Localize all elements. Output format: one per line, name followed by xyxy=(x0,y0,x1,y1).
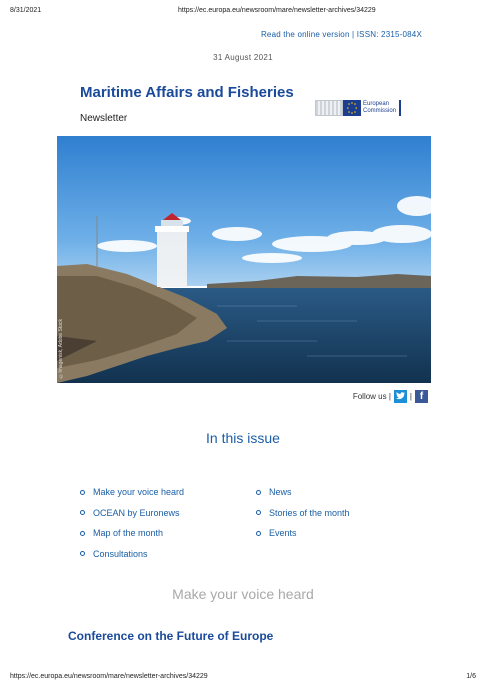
bullet-icon xyxy=(256,510,261,515)
print-date: 8/31/2021 xyxy=(10,7,42,14)
read-online-link[interactable]: Read the online version | ISSN: 2315-084X xyxy=(260,30,422,39)
bullet-icon xyxy=(80,551,85,556)
follow-separator: | xyxy=(409,391,412,401)
bullet-icon xyxy=(80,531,85,536)
issue-date: 31 August 2021 xyxy=(213,53,273,62)
toc-left xyxy=(80,482,184,564)
eu-flag-icon xyxy=(343,100,361,116)
newsletter-title: Maritime Affairs and Fisheries xyxy=(80,84,294,101)
bullet-icon xyxy=(256,531,261,536)
photo-credit: ©Imagenisk, Adobe Stock xyxy=(58,319,64,379)
hero-image xyxy=(57,136,431,383)
toc-right xyxy=(256,482,350,544)
facebook-icon[interactable]: f xyxy=(415,390,428,403)
ec-logo-text: European Commission xyxy=(363,101,397,114)
in-this-issue-heading: In this issue xyxy=(206,430,280,446)
section-heading: Make your voice heard xyxy=(172,586,314,602)
newsletter-subtitle: Newsletter xyxy=(80,113,128,124)
bullet-icon xyxy=(80,490,85,495)
article-title[interactable]: Conference on the Future of Europe xyxy=(68,629,274,643)
toc-item-stories-of-the-month[interactable]: Stories of the month xyxy=(256,503,350,524)
toc-item-map-of-the-month[interactable]: Map of the month xyxy=(80,523,184,544)
footer-url: https://ec.europa.eu/newsroom/mare/newsletter-archives/34229 xyxy=(10,673,208,680)
follow-us xyxy=(353,389,428,403)
bullet-icon xyxy=(256,490,261,495)
print-url: https://ec.europa.eu/newsroom/mare/newsletter-archives/34229 xyxy=(178,7,376,14)
logo-divider xyxy=(399,100,401,116)
twitter-icon[interactable] xyxy=(394,390,407,403)
toc-item-ocean-by-euronews[interactable]: OCEAN by Euronews xyxy=(80,503,184,524)
european-commission-logo[interactable] xyxy=(315,98,403,120)
page-number: 1/6 xyxy=(466,673,476,680)
toc-item-make-your-voice-heard[interactable]: Make your voice heard xyxy=(80,482,184,503)
bullet-icon xyxy=(80,510,85,515)
toc-item-news[interactable]: News xyxy=(256,482,350,503)
toc-item-consultations[interactable]: Consultations xyxy=(80,544,184,565)
toc-item-events[interactable]: Events xyxy=(256,523,350,544)
building-icon xyxy=(315,100,343,116)
print-header xyxy=(10,7,476,19)
follow-us-label: Follow us | xyxy=(352,391,391,401)
print-footer xyxy=(10,673,476,685)
